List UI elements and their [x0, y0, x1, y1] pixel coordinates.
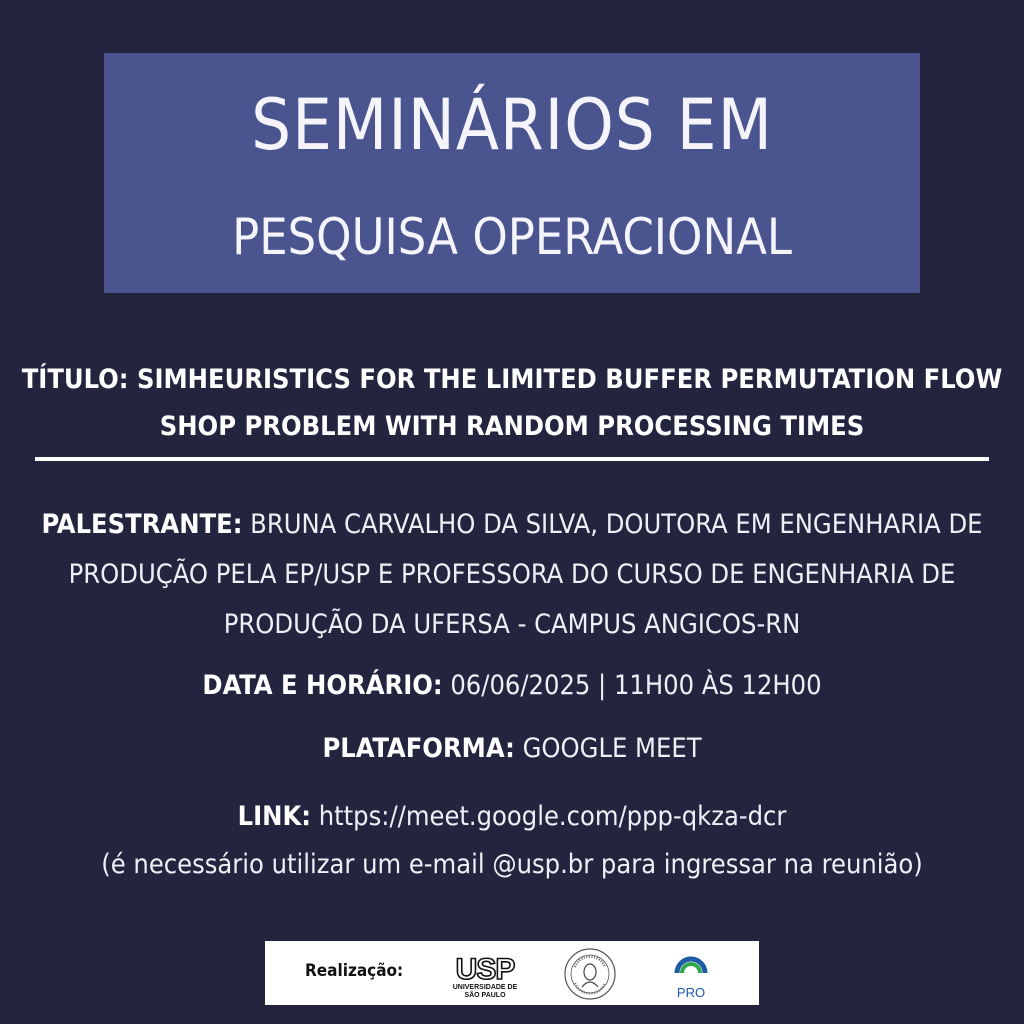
platform-value: GOOGLE MEET: [522, 733, 702, 764]
schedule-value: 06/06/2025 | 11H00 ÀS 12H00: [450, 670, 822, 701]
schedule-info: [40, 661, 984, 711]
link-label: LINK:: [237, 801, 312, 832]
realizacao-label: Realização:: [305, 961, 404, 981]
title-line-2: PESQUISA OPERACIONAL: [232, 208, 792, 266]
escola-politecnica-seal-icon: [563, 947, 617, 1001]
usp-logo-caption-1: UNIVERSIDADE DE: [452, 984, 518, 991]
pro-logo: [669, 947, 713, 1001]
platform-info: [40, 724, 984, 774]
title-banner: [104, 53, 920, 293]
usp-logo-text: USP: [455, 953, 515, 986]
talk-title-value: SIMHEURISTICS FOR THE LIMITED BUFFER PERMUTATION FLOW SHOP PROBLEM WITH RANDOM PROCESSING TIMES: [136, 364, 1003, 442]
sponsor-footer: [265, 941, 759, 1005]
schedule-label: DATA E HORÁRIO:: [202, 670, 443, 701]
pro-logo-text: PRO: [676, 985, 706, 1000]
speaker-value: BRUNA CARVALHO DA SILVA, DOUTORA EM ENGENHARIA DE PRODUÇÃO PELA EP/USP E PROFESSORA DO CURSO DE ENGENHARIA DE PRODUÇÃO DA UFERSA - CAMPUS ANGICOS-RN: [68, 509, 983, 640]
title-line-1: SEMINÁRIOS EM: [251, 84, 773, 166]
platform-label: PLATAFORMA:: [322, 733, 515, 764]
link-info: [40, 793, 984, 889]
usp-logo-caption-2: SÃO PAULO: [464, 992, 506, 999]
usp-logo: [448, 949, 522, 999]
talk-title: [20, 356, 1004, 450]
speaker-label: PALESTRANTE:: [41, 509, 243, 540]
speaker-info: [40, 500, 984, 650]
divider: [35, 457, 989, 461]
link-note: (é necessário utilizar um e-mail @usp.br para ingressar na reunião): [101, 849, 923, 880]
meeting-link[interactable]: https://meet.google.com/ppp-qkza-dcr: [318, 801, 787, 832]
talk-title-label: TÍTULO:: [21, 364, 129, 395]
